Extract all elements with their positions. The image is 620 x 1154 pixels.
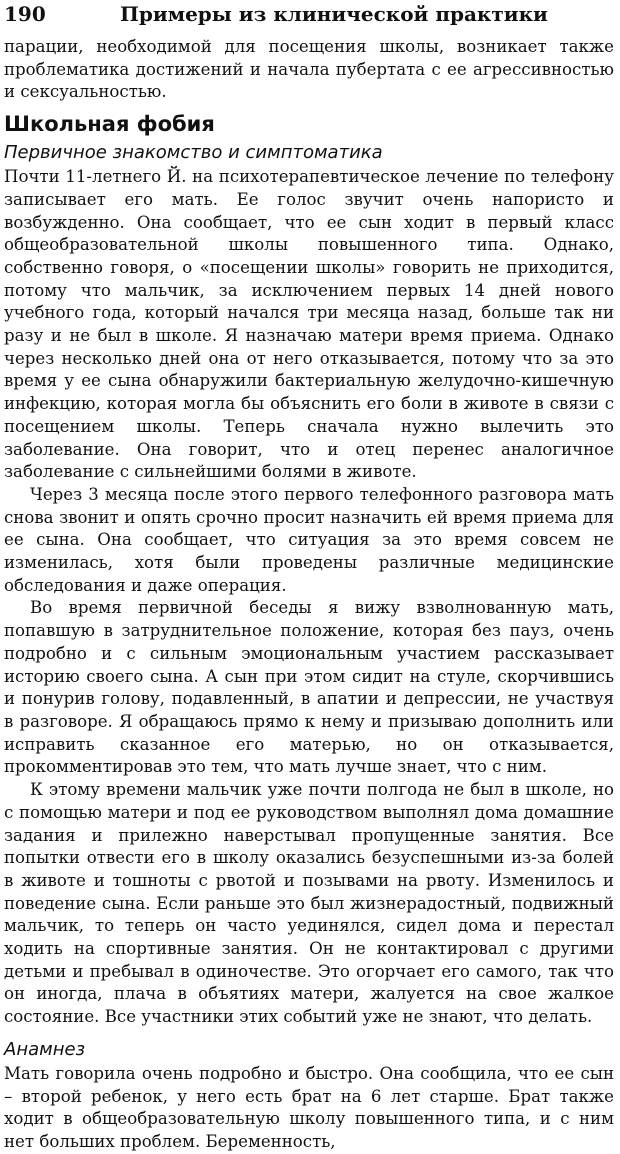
- page-header: [4, 0, 614, 36]
- page-number: 190: [4, 2, 46, 26]
- subsection-title-anamnesis: Анамнез: [4, 1038, 86, 1060]
- section-title: Школьная фобия: [4, 112, 215, 137]
- running-title: Примеры из клинической практики: [120, 2, 548, 26]
- paragraph: Во время первичной беседы я вижу взволнованную мать, попавшую в затруднительное положение, которая без пауз, очень подробно и с сильным эмоциональным участием рассказывает историю своего сына. А сын при этом сидит на стуле, скорчившись и понурив голову, подавленный, в апатии и депрессии, не участвуя в разговоре. Я обращаюсь прямо к нему и призываю дополнить или исправить сказанное его матерью, но он отказывается, прокомментировав это тем, что мать лучше знает, что с ним.: [4, 598, 614, 777]
- intro-paragraph: парации, необходимой для посещения школы, возникает также проблематика достижений и начала пубертата с ее агрессивностью и сексуальностью.: [4, 37, 614, 102]
- paragraph: К этому времени мальчик уже почти полгода не был в школе, но с помощью матери и под ее руководством выполнял дома домашние задания и прилежно наверстывал пропущенные занятия. Все попытки отвести его в школу оказались безуспешными из-за болей в животе и тошноты с рвотой и позывами на рвоту. Изменилось и поведение сына. Если раньше это был жизнерадостный, подвижный мальчик, то теперь он часто уединялся, сидел дома и перестал ходить на спортивные занятия. Он не контактировал с другими детьми и пребывал в одиночестве. Это огорчает его самого, так что он иногда, плача в объятиях матери, жалуется на свое жалкое состояние. Все участники этих событий уже не знают, что делать.: [4, 780, 614, 1027]
- paragraph: Через 3 месяца после этого первого телефонного разговора мать снова звонит и опять срочно просит назначить ей время приема для ее сына. Она сообщает, что ситуация за это время совсем не изменилась, хотя были проведены различные медицинские обследования и даже операция.: [4, 484, 614, 595]
- paragraph: Почти 11-летнего Й. на психотерапевтическое лечение по телефону записывает его мать. Ее голос звучит очень напористо и возбужденно. Она сообщает, что ее сын ходит в первый класс общеобразовательной школы повышенного типа. Однако, собственно говоря, о «посещении школы» говорить не приходится, потому что мальчик, за исключением первых 14 дней нового учебного года, который начался три месяца назад, больше так ни разу и не был в школе. Я назначаю матери время приема. Однако через несколько дней она от него отказывается, потому что за это время у ее сына обнаружили бактериальную желудочно-кишечную инфекцию, которая могла бы объяснить его боли в животе в связи с посещением школы. Теперь сначала нужно вылечить это заболевание. Она говорит, что и отец перенес аналогичное заболевание с сильнейшими болями в животе.: [4, 167, 614, 482]
- subsection-title-symptoms: Первичное знакомство и симптоматика: [4, 142, 383, 164]
- paragraph: Мать говорила очень подробно и быстро. Она сообщила, что ее сын – второй ребенок, у него есть брат на 6 лет старше. Брат также ходит в общеобразовательную школу повышенного типа, и с ним нет больших проблем. Беременность,: [4, 1063, 614, 1151]
